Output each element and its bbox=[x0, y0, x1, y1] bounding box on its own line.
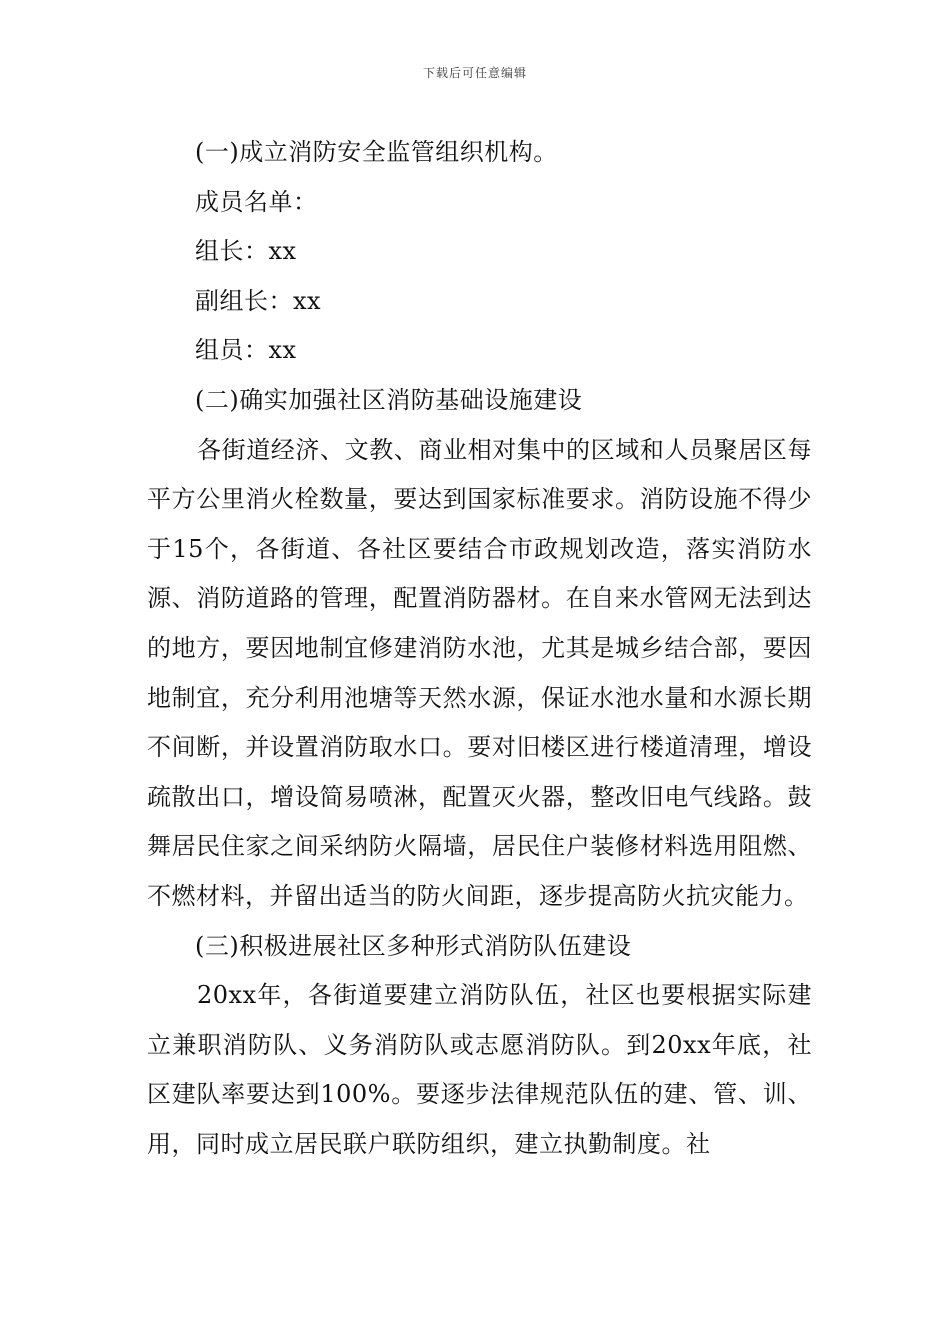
section2-paragraph: 各街道经济、文教、商业相对集中的区域和人员聚居区每平方公里消火栓数量，要达到国家标准要求。消防设施不得少于15个，各街道、各社区要结合市政规划改造，落实消防水源、消防道路的管理，配置消防器材。在自来水管网无法到达的地方，要因地制宜修建消防水池，尤其是城乡结合部，要因地制宜，充分利用池塘等天然水源，保证水池水量和水源长期不间断，并设置消防取水口。要对旧楼区进行楼道清理，增设疏散出口，增设简易喷淋，配置灭火器，整改旧电气线路。鼓舞居民住家之间采纳防火隔墙，居民住户装修材料选用阻燃、不燃材料，并留出适当的防火间距，逐步提高防火抗灾能力。 bbox=[147, 435, 812, 910]
section3-title: (三)积极进展社区多种形式消防队伍建设 bbox=[195, 931, 632, 960]
members-label: 成员名单： bbox=[195, 187, 318, 216]
section1-title: (一)成立消防安全监管组织机构。 bbox=[195, 138, 558, 166]
member-line: 组员：xx bbox=[195, 336, 297, 365]
leader-line: 组长：xx bbox=[195, 237, 297, 266]
section3-paragraph: 20xx年，各街道要建立消防队伍，社区也要根据实际建立兼职消防队、义务消防队或志愿消防队。到20xx年底，社区建队率要达到100%。要逐步法律规范队伍的建、管、训、用，同时成立居民联户联防组织，建立执勤制度。社 bbox=[147, 981, 812, 1158]
header-note: 下载后可任意编辑 bbox=[422, 66, 527, 80]
deputy-leader-line: 副组长：xx bbox=[195, 286, 322, 315]
section2-title: (二)确实加强社区消防基础设施建设 bbox=[195, 385, 583, 414]
document-body bbox=[147, 128, 812, 1169]
